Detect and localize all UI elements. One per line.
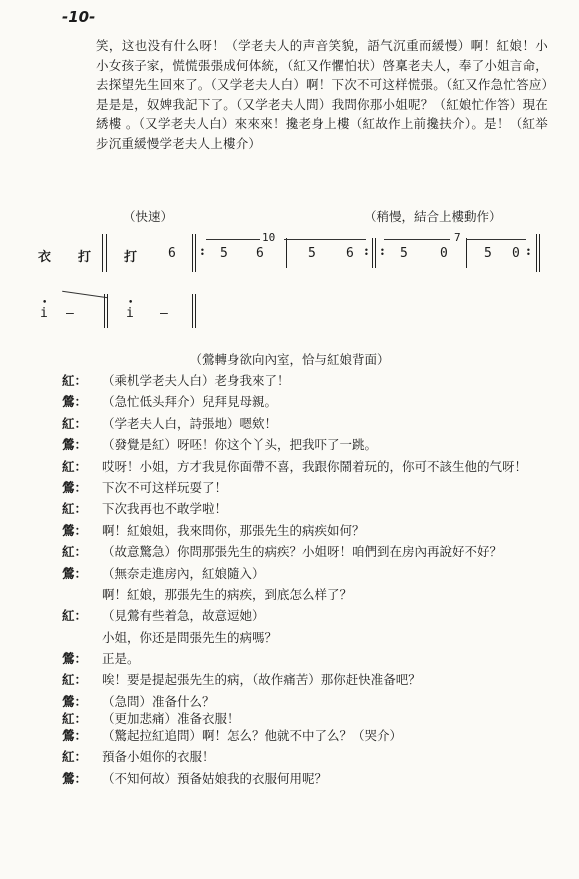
dialogue-text: （發覺是紅）呀呸！你这个丫头，把我吓了一跳。 — [102, 437, 378, 453]
bar-line — [536, 234, 537, 272]
bar-line — [106, 234, 107, 272]
dialogue-text: （更加悲痛）准备衣服！ — [102, 710, 240, 726]
repeat-bracket — [466, 239, 526, 240]
note: 5 — [308, 246, 316, 261]
repeat-bracket — [206, 239, 260, 240]
dialogue-text: 正是。 — [102, 651, 140, 667]
dialogue-text: （無奈走進房內，紅娘隨入） — [102, 565, 265, 581]
speaker-label: 鶯： — [62, 727, 88, 743]
speaker-label: 鶯： — [62, 651, 88, 667]
speaker-label: 紅： — [62, 415, 88, 431]
repeat-bracket — [284, 239, 366, 240]
dialogue-line — [62, 394, 552, 410]
speaker-label: 紅： — [62, 672, 88, 688]
dialogue-line — [62, 587, 552, 603]
note-dash: — — [66, 306, 74, 321]
bar-line — [372, 238, 373, 268]
speaker-label: 鶯： — [62, 565, 88, 581]
note: 0 — [440, 246, 448, 261]
dialogue-text: 小姐，你还是問張先生的病嗎？ — [102, 629, 278, 645]
bar-line — [286, 238, 287, 268]
dialogue-line — [62, 694, 552, 710]
dialogue-line — [62, 373, 552, 389]
dialogue-line — [62, 416, 552, 432]
speaker-label: 鶯： — [62, 770, 88, 786]
dialogue-text: （急忙低头拜介）兒拜見母親。 — [102, 394, 278, 410]
dialogue-text: （不知何故）預备姑娘我的衣服何用呢？ — [102, 770, 328, 786]
dialogue-text: 下次不可这样玩耍了！ — [102, 479, 228, 495]
bar-line — [104, 294, 105, 328]
dialogue-list — [62, 373, 552, 792]
percussion-syllable: 衣 — [38, 250, 52, 265]
repeat-sign: : — [364, 244, 369, 259]
music-score — [28, 228, 556, 328]
note: i — [126, 306, 134, 321]
dialogue-text: 預备小姐你的衣服！ — [102, 749, 215, 765]
dialogue-text: （乘机学老夫人白）老身我來了！ — [102, 373, 290, 388]
speaker-label — [62, 630, 102, 646]
dialogue-line — [62, 672, 552, 688]
speaker-label: 鶯： — [62, 693, 88, 709]
note: i — [40, 306, 48, 321]
dialogue-line — [62, 480, 552, 496]
dialogue-line — [62, 501, 552, 517]
speaker-label: 鶯： — [62, 479, 88, 495]
speaker-label: 紅： — [62, 373, 88, 388]
dialogue-text: 下次我再也不敢学啦！ — [102, 501, 228, 517]
dialogue-text: （見鶯有些着急，故意逗她） — [102, 608, 265, 624]
bar-line — [375, 238, 376, 268]
bar-line — [107, 294, 108, 328]
note-dot: • — [128, 298, 134, 308]
repeat-sign: : — [200, 244, 205, 259]
speaker-label: 鶯： — [62, 437, 88, 453]
note: 5 — [220, 246, 228, 261]
dialogue-line — [62, 523, 552, 539]
stage-direction: （鶯轉身欲向內室，恰与紅娘背面） — [189, 352, 390, 367]
dialogue-text: 唉！要是提起張先生的病，（故作痛苦）那你赶快准备吧？ — [102, 672, 421, 688]
prose-paragraph — [96, 36, 548, 153]
dialogue-text: 啊！紅娘，那張先生的病疾，到底怎么样了？ — [102, 586, 353, 602]
dialogue-line — [62, 630, 552, 646]
note-dash: — — [160, 306, 168, 321]
dialogue-text: （急問）准备什么？ — [102, 693, 215, 709]
repeat-count: 10 — [262, 231, 276, 244]
bar-line — [466, 238, 467, 268]
percussion-syllable: 打 — [78, 250, 92, 265]
bar-line — [195, 294, 196, 328]
bar-line — [192, 294, 193, 328]
note: 6 — [168, 246, 176, 261]
tempo-marking-slower: （稍慢，結合上樓動作） — [364, 209, 502, 224]
dialogue-line — [62, 728, 552, 744]
speaker-label: 紅： — [62, 710, 88, 726]
note: 6 — [256, 246, 264, 261]
note: 5 — [484, 246, 492, 261]
bar-line — [195, 234, 196, 272]
speaker-label: 紅： — [62, 458, 88, 474]
dialogue-line — [62, 711, 552, 727]
dialogue-line — [62, 608, 552, 624]
dialogue-line — [62, 459, 552, 475]
speaker-label: 紅： — [62, 544, 88, 560]
bar-line — [192, 234, 193, 272]
dialogue-text: （学老夫人白，詩張地）嗯欸！ — [102, 415, 278, 431]
repeat-sign: : — [526, 244, 531, 259]
prose-text: 笑，这也没有什么呀！（学老夫人的声音笑貌，語气沉重而緩慢）啊！紅娘！小小女孩子家，慌慌張張成何体統，（紅又作懼怕状）啓稟老夫人，奉了小姐言命，去探望先生回來了。（又学老夫人白）啊！下次不可这样慌張。（紅又作急忙答应）是是是，奴婢我記下了。（又学老夫人問）我問你那小姐呢？（紅娘忙作答）現在綉樓 。（又学老夫人白）來來來！攙老身上樓（紅故作上前攙扶介）。是！（紅举步沉重緩慢学老夫人上樓介） — [96, 38, 548, 151]
note: 5 — [400, 246, 408, 261]
speaker-label — [62, 587, 102, 603]
speaker-label: 紅： — [62, 749, 88, 765]
dialogue-line — [62, 544, 552, 560]
dialogue-text: 啊！紅娘姐，我來問你，那張先生的病疾如何？ — [102, 522, 365, 538]
dialogue-text: 哎呀！小姐，方才我見你面帶不喜，我跟你鬧着玩的，你可不該生他的气呀！ — [102, 458, 528, 474]
dialogue-line — [62, 437, 552, 453]
speaker-label: 鶯： — [62, 394, 88, 410]
speaker-label: 紅： — [62, 501, 88, 517]
percussion-syllable: 打 — [124, 250, 138, 265]
dialogue-line — [62, 771, 552, 787]
bar-line — [102, 234, 103, 272]
note-dot: • — [42, 298, 48, 308]
dialogue-line — [62, 651, 552, 667]
speaker-label: 紅： — [62, 608, 88, 624]
dialogue-line — [62, 566, 552, 582]
tie-curve — [62, 291, 108, 298]
speaker-label: 鶯： — [62, 522, 88, 538]
repeat-sign: : — [380, 244, 385, 259]
page-number: -10- — [62, 8, 96, 26]
dialogue-text: （驚起拉紅追問）啊！怎么？他就不中了么？（哭介） — [102, 727, 403, 743]
note: 6 — [346, 246, 354, 261]
dialogue-line — [62, 749, 552, 765]
dialogue-text: （故意驚急）你問那張先生的病疾？小姐呀！咱們到在房內再說好不好？ — [102, 544, 503, 560]
bar-line — [539, 234, 540, 272]
tempo-marking-fast: （快速） — [123, 209, 174, 224]
note: 0 — [512, 246, 520, 261]
repeat-bracket — [384, 239, 450, 240]
repeat-count: 7 — [454, 231, 461, 244]
